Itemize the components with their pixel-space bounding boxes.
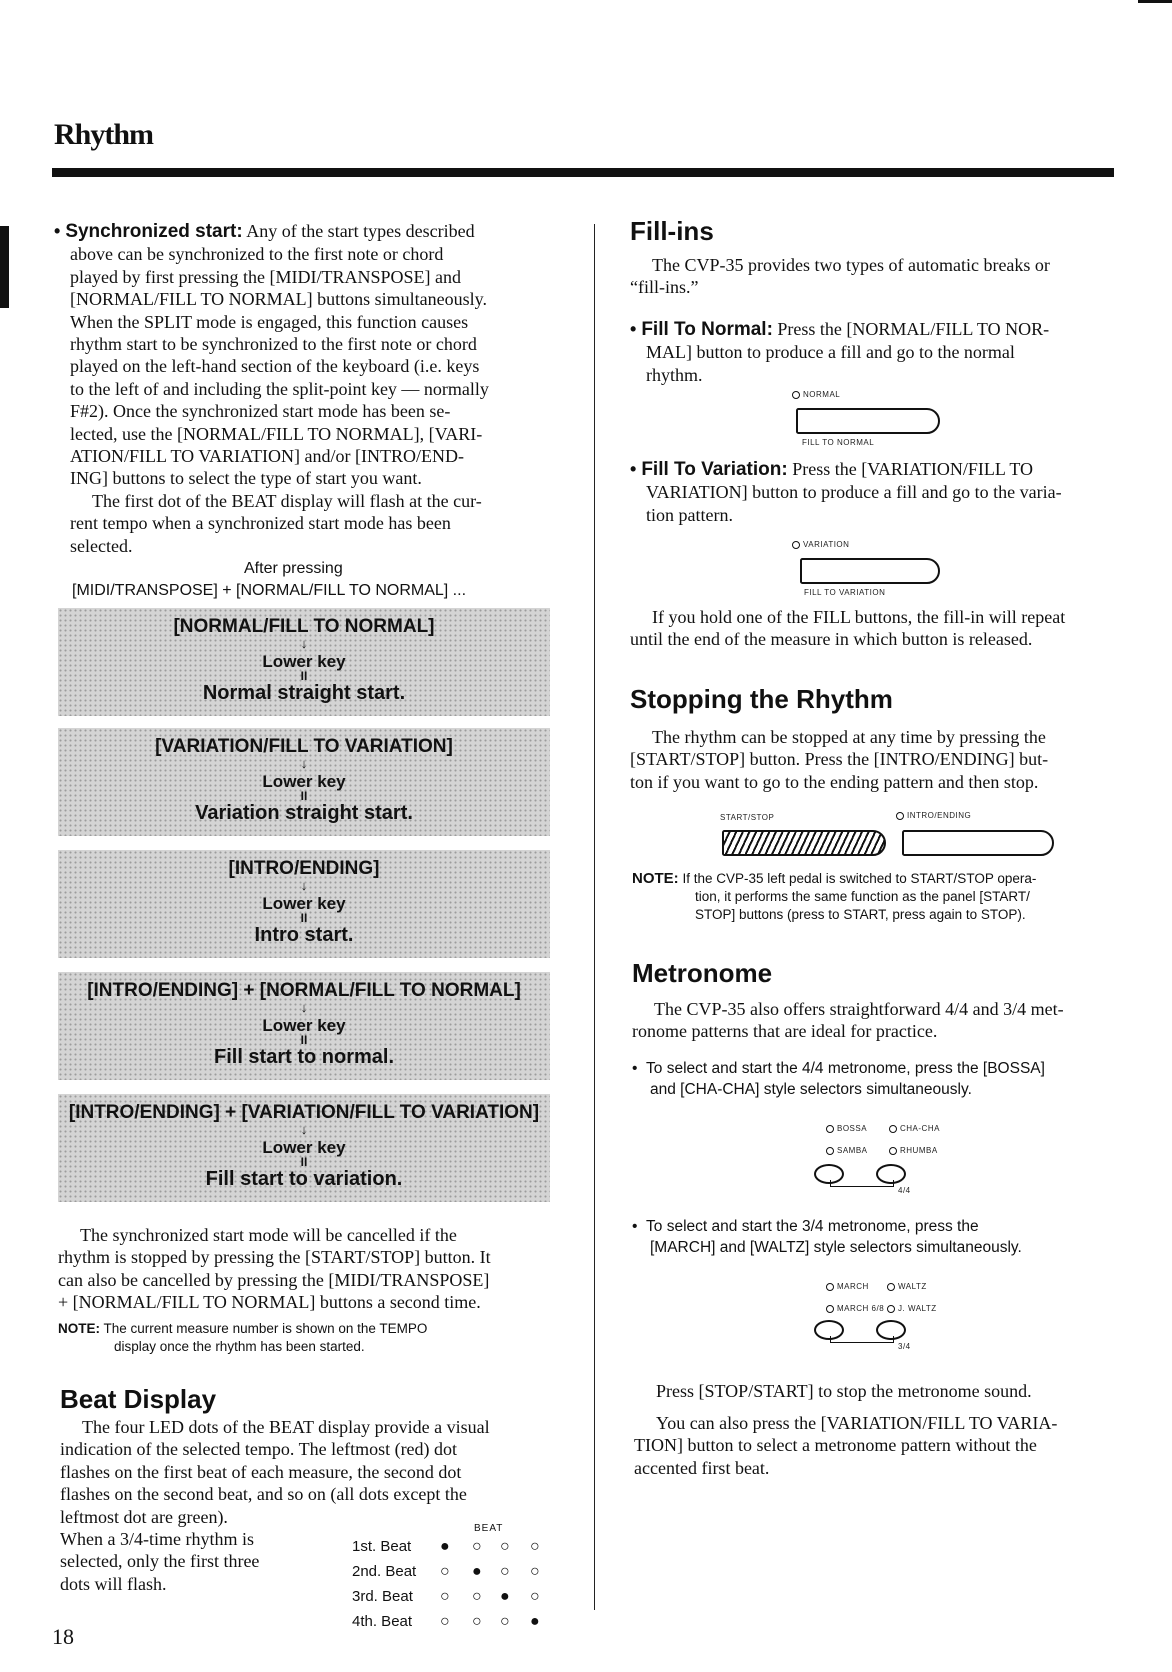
fill-variation-item <box>630 458 1110 526</box>
beat-row-label: 4th. Beat <box>352 1613 413 1630</box>
sequence-normal <box>58 608 550 716</box>
section-rule <box>52 168 1114 177</box>
cancel-paragraph <box>58 1224 558 1314</box>
led-icon <box>889 1147 897 1155</box>
panel-label: BOSSA <box>837 1124 868 1133</box>
metronome-34-line: To select and start the 3/4 metronome, press the <box>646 1218 979 1235</box>
panel-label: CHA-CHA <box>900 1124 940 1133</box>
fill-hold-line: If you hold one of the FILL buttons, the fill-in will repeat <box>652 607 1066 627</box>
sync-line: When the SPLIT mode is engaged, this function causes <box>70 311 469 332</box>
led-icon <box>889 1125 897 1133</box>
panel-label: RHUMBA <box>900 1146 938 1155</box>
beat-dot: ● <box>530 1613 540 1630</box>
metronome-44-line: and [CHA-CHA] style selectors simultaneously. <box>650 1081 972 1098</box>
led-icon <box>887 1305 895 1313</box>
corner-mark <box>1138 0 1172 3</box>
panel-label: INTRO/ENDING <box>907 811 972 820</box>
sync-line: F#2). Once the synchronized start mode has been se- <box>70 401 451 422</box>
beat-dot: ○ <box>440 1563 450 1580</box>
section-title: Rhythm <box>54 118 154 151</box>
note-label: NOTE: <box>58 1321 100 1336</box>
sequence-result: Variation straight start. <box>195 802 413 824</box>
sequence-key: Lower key <box>262 894 346 913</box>
sequence-variation <box>58 728 550 836</box>
stop-note-line: tion, it performs the same function as the panel [START/ <box>695 889 1030 904</box>
stopping-rhythm-title: Stopping the Rhythm <box>630 684 893 714</box>
fill-variation-line: tion pattern. <box>646 504 733 525</box>
left-note <box>58 1320 558 1356</box>
start-stop-button[interactable] <box>722 830 886 856</box>
fill-to-variation-label: FILL TO VARIATION <box>804 588 886 597</box>
panel-label: MARCH 6/8 <box>837 1304 885 1313</box>
metronome-variation-line: TION] button to select a metronome pattern without the <box>634 1435 1037 1456</box>
led-icon <box>887 1283 895 1291</box>
beat-dot: ○ <box>472 1588 482 1605</box>
beat-dot: ○ <box>500 1538 510 1555</box>
beat-line: When a 3/4-time rhythm is <box>60 1529 254 1550</box>
bracket-34 <box>830 1336 894 1343</box>
equals-mark: II <box>300 1155 308 1169</box>
sync-line: ATION/FILL TO VARIATION] and/or [INTRO/END- <box>70 446 464 467</box>
bullet: • <box>630 459 642 479</box>
column-divider <box>594 224 595 1610</box>
metronome-44-item <box>632 1058 1112 1100</box>
bullet: • <box>630 319 642 339</box>
beat-flash-line: rent tempo when a synchronized start mode has been <box>70 513 451 534</box>
equals-mark: II <box>300 789 308 803</box>
metronome-line: ronome patterns that are ideal for practice. <box>632 1021 938 1042</box>
beat-dot: ○ <box>472 1613 482 1630</box>
panel-label: NORMAL <box>803 390 841 399</box>
beat-dot: ● <box>500 1588 510 1605</box>
bullet: • <box>54 221 66 241</box>
beat-line: flashes on the second beat, and so on (all dots except the <box>60 1484 467 1505</box>
beat-line: The four LED dots of the BEAT display provide a visual <box>82 1417 490 1437</box>
metronome-variation-line: accented first beat. <box>634 1457 770 1478</box>
beat-dot: ○ <box>472 1538 482 1555</box>
sequence-result: Normal straight start. <box>202 682 406 704</box>
equals-mark: II <box>300 1033 308 1047</box>
beat-dot: ○ <box>530 1563 540 1580</box>
metronome-title: Metronome <box>632 958 773 988</box>
fill-intro <box>630 254 1110 299</box>
sync-line: lected, use the [NORMAL/FILL TO NORMAL], [VARI- <box>70 423 483 444</box>
fill-variation-heading: Fill To Variation: <box>641 459 788 480</box>
led-icon <box>826 1147 834 1155</box>
beat-dot: ○ <box>530 1538 540 1555</box>
stop-note-line: STOP] buttons (press to START, press again to STOP). <box>695 907 1026 922</box>
led-icon <box>826 1283 834 1291</box>
metronome-stop-line: Press [STOP/START] to stop the metronome sound. <box>656 1381 1032 1401</box>
fill-to-normal-button[interactable] <box>796 408 940 434</box>
bracket-44 <box>830 1180 894 1187</box>
stop-line: [START/STOP] button. Press the [INTRO/ENDING] but- <box>630 749 1049 770</box>
panel-label: WALTZ <box>898 1282 927 1291</box>
beat-dot: ○ <box>530 1588 540 1605</box>
fill-to-variation-button[interactable] <box>800 558 940 584</box>
cancel-line: + [NORMAL/FILL TO NORMAL] buttons a second time. <box>58 1292 481 1313</box>
sequence-button: [INTRO/ENDING] + [NORMAL/FILL TO NORMAL] <box>87 980 521 1001</box>
after-pressing-combo: [MIDI/TRANSPOSE] + [NORMAL/FILL TO NORMAL] ... <box>72 582 467 599</box>
led-icon <box>792 541 800 549</box>
variation-indicator-label <box>792 540 849 549</box>
metronome-34-line: [MARCH] and [WALTZ] style selectors simultaneously. <box>650 1239 1022 1256</box>
fill-intro-line: The CVP-35 provides two types of automatic breaks or <box>652 255 1050 275</box>
intro-ending-button[interactable] <box>902 830 1054 856</box>
metronome-variation-paragraph <box>634 1412 1114 1479</box>
stop-paragraph <box>630 726 1110 793</box>
sequence-button: [INTRO/ENDING] <box>228 858 380 879</box>
fill-hold-line: until the end of the measure in which button is released. <box>630 629 1033 650</box>
panel-label: J. WALTZ <box>898 1304 937 1313</box>
beat-line: selected, only the first three <box>60 1551 260 1572</box>
normal-indicator-label <box>792 390 840 399</box>
after-pressing-label: After pressing <box>244 560 343 577</box>
fill-normal-line: rhythm. <box>646 364 703 385</box>
beat-display-title: Beat Display <box>60 1384 217 1414</box>
fill-ins-title: Fill-ins <box>630 216 714 246</box>
bullet: • <box>632 1060 647 1077</box>
equals-mark: II <box>300 669 308 683</box>
beat-line: flashes on the first beat of each measure, the second dot <box>60 1461 462 1482</box>
sync-start-heading: Synchronized start: <box>65 221 243 242</box>
fill-to-normal-label: FILL TO NORMAL <box>802 438 875 447</box>
stop-line: ton if you want to go to the ending pattern and then stop. <box>630 771 1039 792</box>
sync-line: [NORMAL/FILL TO NORMAL] buttons simultaneously. <box>70 289 487 310</box>
beat-dot: ○ <box>500 1613 510 1630</box>
stop-line: The rhythm can be stopped at any time by pressing the <box>652 727 1046 747</box>
sync-line: to the left of and including the split-point key — normally <box>70 378 489 399</box>
note-label: NOTE: <box>632 870 679 887</box>
fill-normal-line: MAL] button to produce a fill and go to the normal <box>646 342 1015 363</box>
led-icon <box>896 812 904 820</box>
fill-hold-paragraph <box>630 606 1110 651</box>
sequence-result: Fill start to normal. <box>213 1046 395 1068</box>
beat-flash-line: The first dot of the BEAT display will flash at the cur- <box>92 490 482 511</box>
intro-ending-indicator-label <box>896 811 971 820</box>
beat-line: dots will flash. <box>60 1573 167 1594</box>
panel-label: MARCH <box>837 1282 869 1291</box>
equals-mark: II <box>300 911 308 925</box>
panel-label: VARIATION <box>803 540 850 549</box>
stop-note <box>632 870 1112 924</box>
down-arrow-icon: ↓ <box>300 1000 308 1015</box>
stop-note-line: If the CVP-35 left pedal is switched to START/STOP opera- <box>682 871 1037 886</box>
cancel-line: can also be cancelled by pressing the [MIDI/TRANSPOSE] <box>58 1269 490 1290</box>
cancel-line: rhythm is stopped by pressing the [START/STOP] button. It <box>58 1247 491 1268</box>
sequence-key: Lower key <box>262 772 346 791</box>
led-icon <box>826 1305 834 1313</box>
beat-row-label: 1st. Beat <box>352 1538 412 1555</box>
note-line: display once the rhythm has been started. <box>114 1339 365 1354</box>
style-panel-44 <box>826 1118 940 1162</box>
down-arrow-icon: ↓ <box>300 756 308 771</box>
sync-start-paragraph <box>54 220 554 557</box>
led-icon <box>792 391 800 399</box>
sequence-button: [VARIATION/FILL TO VARIATION] <box>155 736 453 757</box>
beat-row <box>352 1538 540 1555</box>
fill-normal-line: Press the [NORMAL/FILL TO NOR- <box>777 319 1050 339</box>
sync-line: ING] buttons to select the type of start you want. <box>70 468 422 489</box>
panel-label: SAMBA <box>837 1146 868 1155</box>
metronome-line: The CVP-35 also offers straightforward 4/4 and 3/4 met- <box>654 999 1064 1019</box>
beat-line: leftmost dot are green). <box>60 1506 228 1527</box>
down-arrow-icon: ↓ <box>300 1122 308 1137</box>
sequence-result: Intro start. <box>254 924 354 946</box>
fill-variation-line: Press the [VARIATION/FILL TO <box>792 459 1034 479</box>
beat-table-header: BEAT <box>474 1523 504 1534</box>
beat-row-label: 2nd. Beat <box>352 1563 417 1580</box>
beat-line: indication of the selected tempo. The leftmost (red) dot <box>60 1439 458 1460</box>
beat-row-label: 3rd. Beat <box>352 1588 413 1605</box>
cancel-line: The synchronized start mode will be cancelled if the <box>80 1225 457 1245</box>
style-panel-34 <box>826 1276 937 1320</box>
down-arrow-icon: ↓ <box>300 878 308 893</box>
led-icon <box>826 1125 834 1133</box>
sequence-key: Lower key <box>262 1138 346 1157</box>
sequence-fill-normal <box>58 972 550 1080</box>
fill-intro-line: “fill-ins.” <box>630 277 699 298</box>
sequence-key: Lower key <box>262 1016 346 1035</box>
sync-line: played on the left-hand section of the keyboard (i.e. keys <box>70 356 480 377</box>
sync-start-first-line: Any of the start types described <box>246 221 475 241</box>
sync-line: played by first pressing the [MIDI/TRANSPOSE] and <box>70 266 461 287</box>
metronome-paragraph <box>632 998 1112 1043</box>
down-arrow-icon: ↓ <box>300 636 308 651</box>
sequence-intro <box>58 850 550 958</box>
sequence-key: Lower key <box>262 652 346 671</box>
beat-flash-line: selected. <box>70 535 133 556</box>
beat-row <box>352 1588 540 1605</box>
sequence-button: [NORMAL/FILL TO NORMAL] <box>173 616 435 637</box>
metronome-variation-line: You can also press the [VARIATION/FILL TO VARIA- <box>656 1413 1058 1433</box>
note-line: The current measure number is shown on the TEMPO <box>103 1321 428 1336</box>
beat-row <box>352 1613 540 1630</box>
page-number: 18 <box>52 1624 74 1649</box>
beat-dot: ○ <box>440 1588 450 1605</box>
sequence-button: [INTRO/ENDING] + [VARIATION/FILL TO VARIATION] <box>68 1102 540 1123</box>
fill-variation-line: VARIATION] button to produce a fill and go to the varia- <box>646 482 1062 503</box>
sync-line: rhythm start to be synchronized to the first note or chord <box>70 334 477 355</box>
metronome-34-item <box>632 1216 1112 1258</box>
time-signature-34: 3/4 <box>898 1342 911 1351</box>
fill-normal-item <box>630 318 1110 386</box>
sequence-result: Fill start to variation. <box>205 1168 403 1190</box>
beat-row <box>352 1563 540 1580</box>
fill-normal-heading: Fill To Normal: <box>641 319 773 340</box>
metronome-44-line: To select and start the 4/4 metronome, press the [BOSSA] <box>646 1060 1045 1077</box>
margin-bar <box>0 226 9 308</box>
bullet: • <box>632 1218 647 1235</box>
beat-dot: ● <box>440 1538 450 1555</box>
beat-dot: ○ <box>500 1563 510 1580</box>
beat-paragraph <box>60 1416 560 1595</box>
beat-dot: ● <box>472 1563 482 1580</box>
time-signature-44: 4/4 <box>898 1186 911 1195</box>
start-stop-label: START/STOP <box>720 813 775 822</box>
sequence-fill-variation <box>58 1094 550 1202</box>
beat-dot: ○ <box>440 1613 450 1630</box>
sync-line: above can be synchronized to the first note or chord <box>70 244 444 265</box>
